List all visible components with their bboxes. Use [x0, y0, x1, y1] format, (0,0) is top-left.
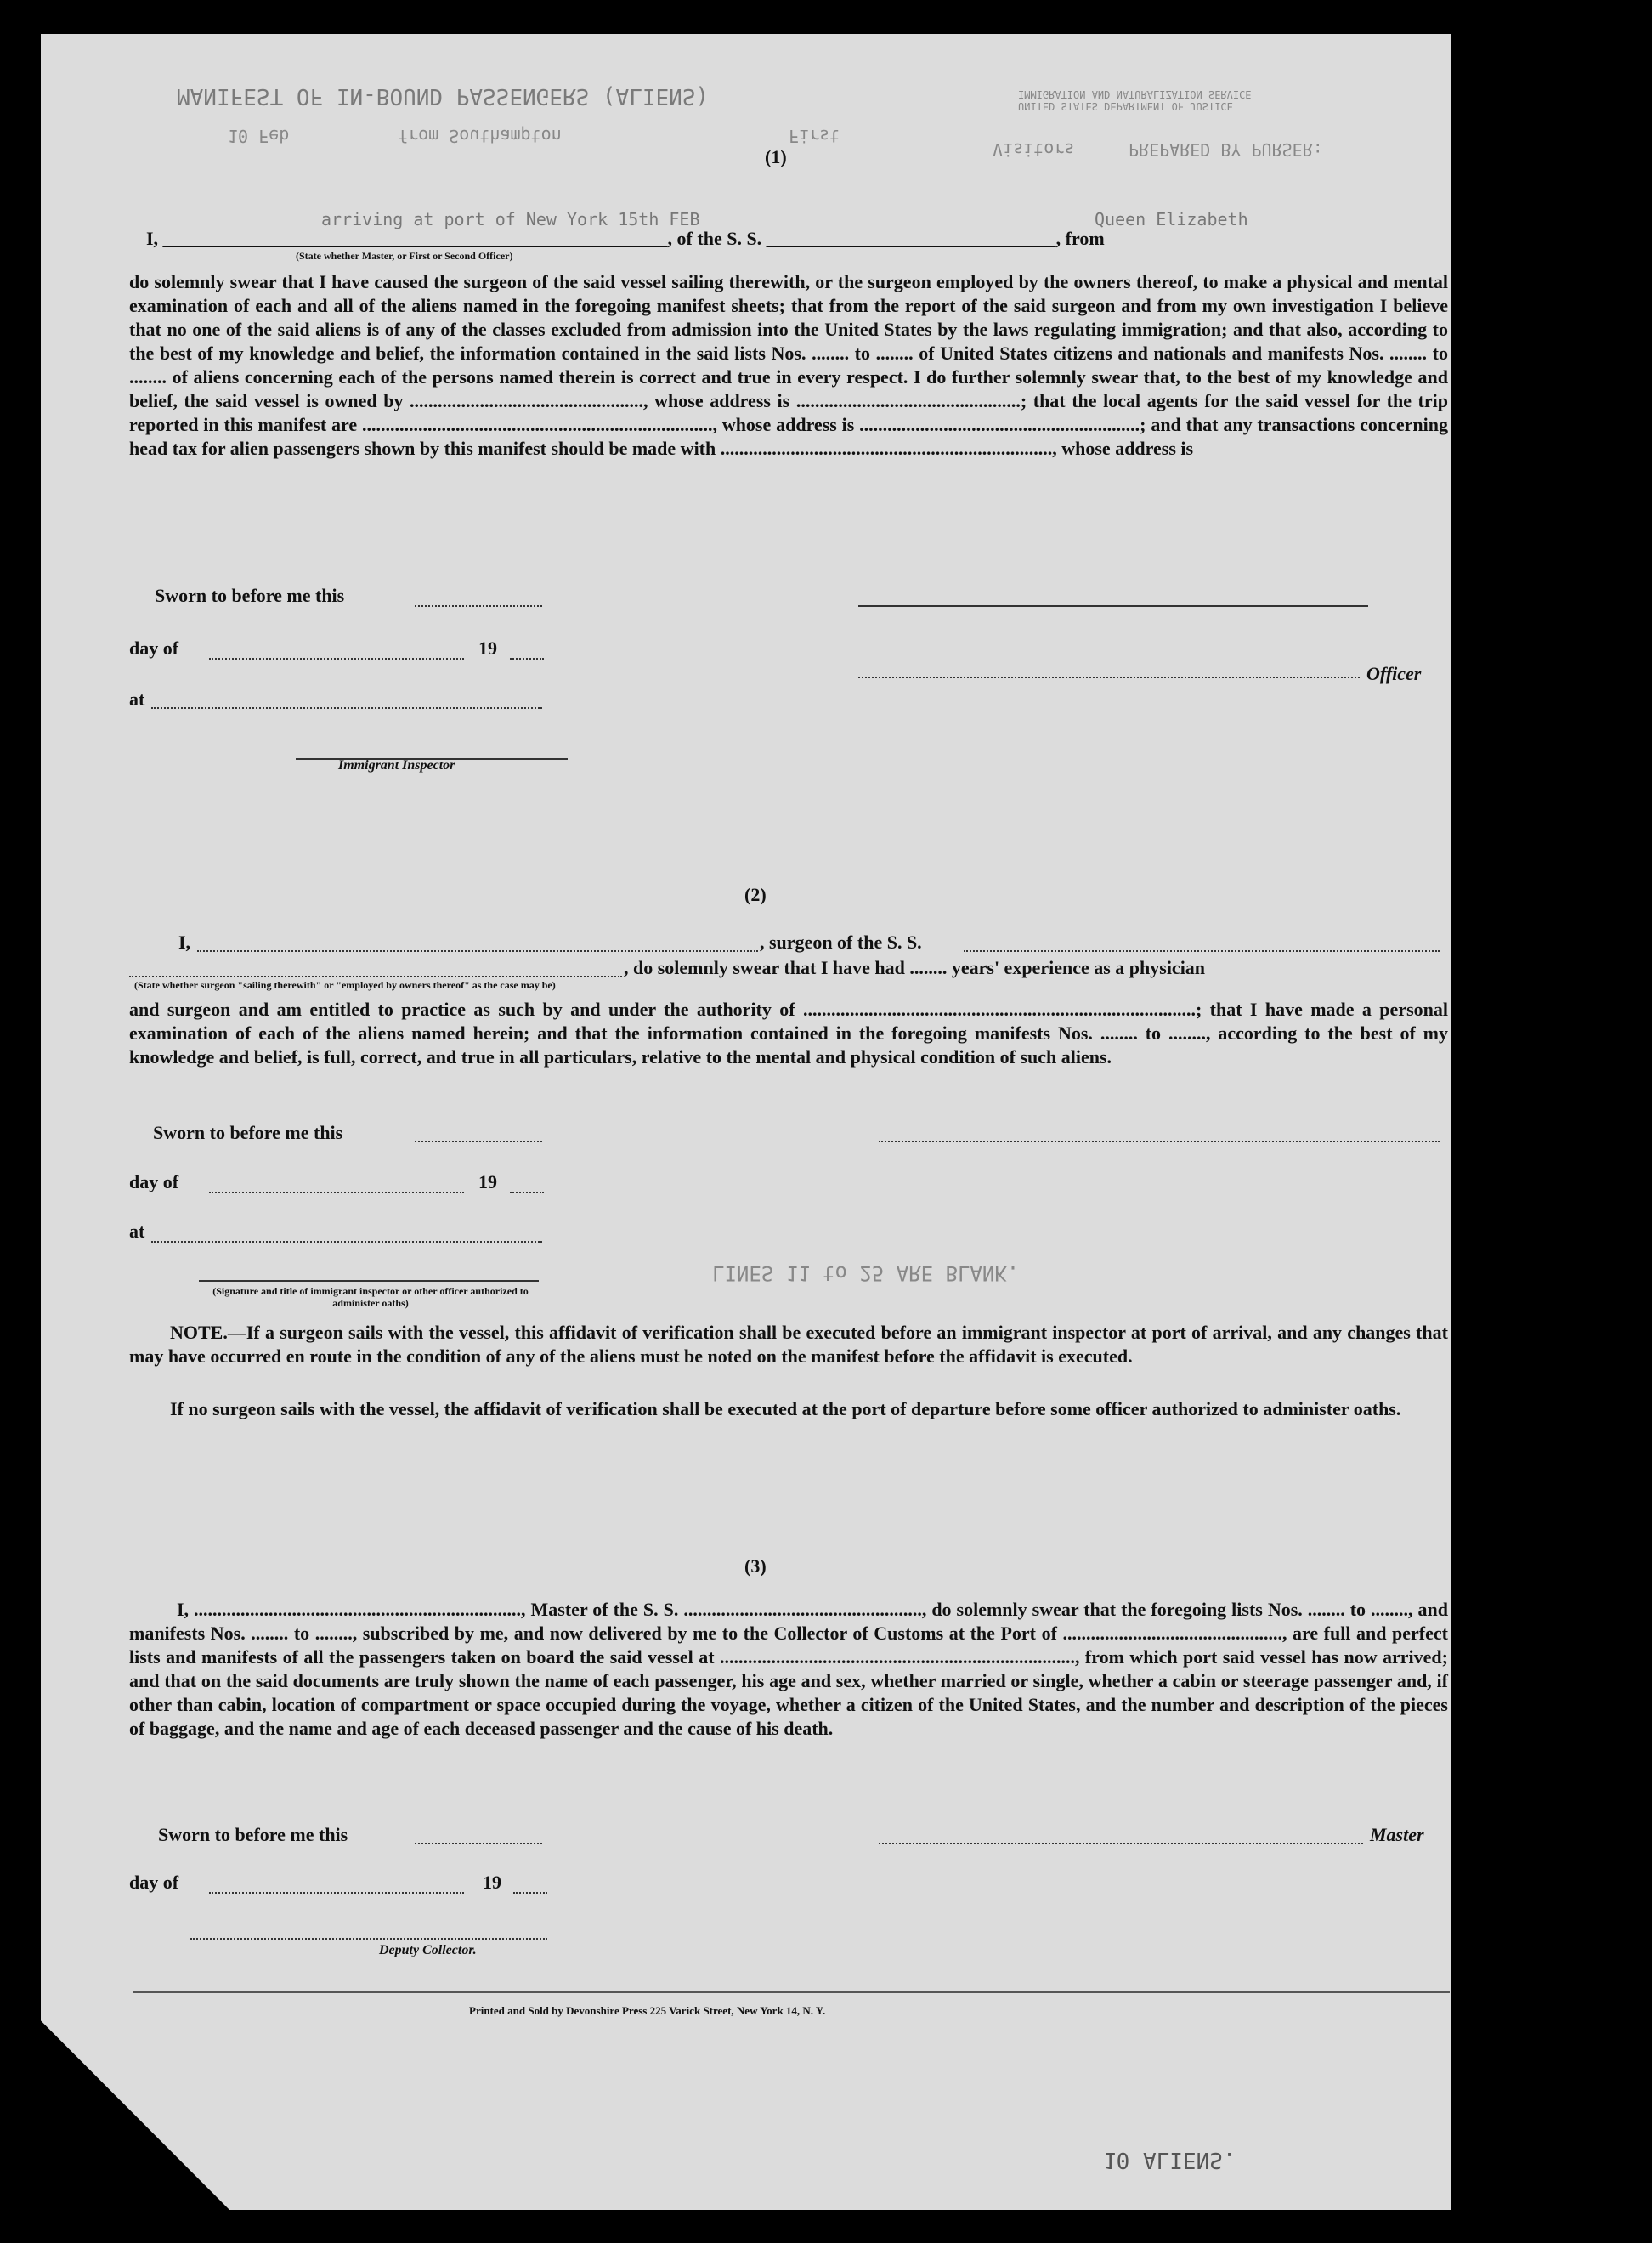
- section2-name-line: [197, 950, 758, 952]
- section2-number: (2): [744, 884, 767, 905]
- section1-officer-line: [858, 677, 1360, 678]
- section2-year-line: [510, 1192, 544, 1193]
- section2-sig-caption: (Signature and title of immigrant inspector or other officer authorized to administer oaths): [212, 1285, 529, 1309]
- section2-signature-line: [879, 1141, 1440, 1142]
- section1-at: at: [129, 688, 145, 710]
- section3-master: Master: [1370, 1824, 1424, 1845]
- binder-hole: [1457, 228, 1508, 279]
- section3-year: 19: [483, 1872, 501, 1893]
- lines-blank-stamp: LINES 11 to 25 ARE BLANK.: [712, 1261, 1020, 1285]
- section2-type-line: [129, 976, 622, 977]
- section3-body: I, ......................................................................, Master of the S. S. ..................................................., do solemnly swear that the foregoing lists Nos. ........ to ........, and manifests Nos. ........ to ........, subscribed by me, and now delivered by me to the Collector of Customs at the Port of ..............................................., are full and perfect lists and manifests of all the passengers taken on board the said vessel at ............................................................................, from which port said vessel has now arrived; and that on the said documents are truly shown the name of each passenger, his age and sex, whether married or single, whether a cabin or steerage passenger and, if other than cabin, location of compartment or space occupied during the voyage, whether a citizen of the United States, and the number and description of the pieces of baggage, and the name and age of each deceased passenger and the cause of his death.: [129, 1599, 1448, 1739]
- section1-day-line: [209, 658, 464, 660]
- section3-sworn: Sworn to before me this: [158, 1824, 348, 1845]
- section3-year-line: [513, 1892, 547, 1894]
- section1-typed-vessel: Queen Elizabeth: [1095, 209, 1248, 229]
- section2-day-line: [209, 1192, 464, 1193]
- section1-officer: Officer: [1366, 663, 1422, 684]
- footer-rule: [133, 1991, 1450, 1993]
- section2-body: and surgeon and am entitled to practice as such by and under the authority of ....................................................................................; that I have made a personal examination of each of the aliens named herein; and that the information contained in the foregoing manifests Nos. ........ to ........, according to the best of my knowledge and belief, is full, correct, and true in all particulars, relative to the mental and physical condition of such aliens.: [129, 999, 1448, 1068]
- binder-hole: [1457, 1088, 1508, 1139]
- section2-at-line: [151, 1241, 542, 1243]
- section1-body: do solemnly swear that I have caused the surgeon of the said vessel sailing therewith, or the surgeon employed by the owners thereof, to make a physical and mental examination of each and all of the aliens named in the foregoing manifest sheets; that from the report of the said surgeon and from my own investigation I believe that no one of the said aliens is of any of the classes excluded from admission into the United States by the laws regulating immigration; and that also, according to the best of my knowledge and belief, the information contained in the said lists Nos. ........ to ........ of United States citizens and nationals and manifests Nos. ........ to ........ of aliens concerning each of the persons named therein is correct and true in every respect. I do further solemnly swear that, to the best of my knowledge and belief, the said vessel is owned by .................................................., whose address is ................................................; that the local agents for the said vessel for the trip reported in this manifest are ..........................................................................., whose address is ............................................................; and that any transactions concerning head tax for alien passengers shown by this manifest should be made with ......................................................................., whose address is: [129, 271, 1448, 459]
- binder-hole: [1457, 1600, 1508, 1651]
- section1-line1: I, ______________________________________________________, of the S. S. _______________________________, from: [146, 228, 1105, 249]
- binder-hole: [1457, 1472, 1508, 1523]
- note-text-1: —If a surgeon sails with the vessel, this affidavit of verification shall be executed before an immigrant inspector at port of arrival, and any changes that may have occurred en route in the condition of any of the aliens must be noted on the manifest before the affidavit is executed.: [129, 1322, 1448, 1367]
- section2-year: 19: [478, 1171, 497, 1192]
- section1-sworn: Sworn to before me this: [155, 585, 345, 606]
- binder-hole: [1457, 612, 1508, 663]
- header-prepared-by: PREPARED BY PURSER:: [1129, 139, 1323, 160]
- section1-inspector: Immigrant Inspector: [338, 758, 455, 773]
- section2-sworn-line: [415, 1141, 542, 1142]
- section1-sworn-line: [415, 605, 542, 607]
- section3-deputy-line: [190, 1938, 547, 1940]
- section3-number: (3): [744, 1555, 767, 1577]
- binder-hole: [1457, 85, 1508, 136]
- section1-number: (1): [765, 146, 787, 167]
- footer-printer: Printed and Sold by Devonshire Press 225 Varick Street, New York 14, N. Y.: [469, 2004, 826, 2017]
- section2-line2-caption: (State whether surgeon "sailing therewith" or "employed by owners thereof" as the case may be): [134, 979, 556, 991]
- section1-year: 19: [478, 637, 497, 659]
- section3-master-line: [879, 1843, 1363, 1844]
- section3-deputy: Deputy Collector.: [379, 1943, 477, 1957]
- section1-year-line: [510, 658, 544, 660]
- section2-day-of: day of: [129, 1171, 179, 1192]
- section2-sig-line: [199, 1280, 539, 1282]
- section1-officer-line-top: [858, 605, 1368, 607]
- section1-typed-arrival: arriving at port of New York 15th FEB: [321, 209, 700, 229]
- aliens-count-stamp: 10 ALIENS.: [1103, 2147, 1236, 2172]
- note-paragraph-1: [129, 1321, 1448, 1368]
- binder-hole: [1457, 1992, 1508, 2043]
- section3-sworn-line: [415, 1843, 542, 1844]
- header-dept: UNITED STATES DEPARTMENT OF JUSTICE IMMIGRATION AND NATURALIZATION SERVICE: [1018, 88, 1252, 112]
- section2-line2: , do solemnly swear that I have had ........ years' experience as a physician: [624, 957, 1206, 978]
- section3-day-of: day of: [129, 1872, 179, 1893]
- header-manifest-title: MANIFEST OF IN-BOUND PASSENGERS (ALIENS): [177, 83, 710, 109]
- section2-at: at: [129, 1221, 145, 1242]
- manifest-page: [41, 34, 1451, 2210]
- section2-sworn: Sworn to before me this: [153, 1122, 343, 1143]
- section1-line1-caption: (State whether Master, or First or Second Officer): [296, 250, 513, 262]
- note-text-2: If no surgeon sails with the vessel, the affidavit of verification shall be executed at the port of departure before some officer authorized to administer oaths.: [170, 1398, 1401, 1419]
- section2-vessel-line: [964, 950, 1440, 952]
- section2-surgeon-of: , surgeon of the S. S.: [760, 932, 922, 953]
- section3-day-line: [209, 1892, 464, 1894]
- header-sailing-from: from Southampton: [398, 126, 562, 146]
- header-ship-label: Visitors: [993, 139, 1075, 160]
- section1-day-of: day of: [129, 637, 179, 659]
- section2-i: I,: [178, 932, 191, 953]
- note-label: NOTE.: [170, 1322, 228, 1343]
- header-date: 10 Feb: [228, 126, 290, 146]
- section1-at-line: [151, 707, 542, 709]
- header-class: First: [789, 126, 840, 146]
